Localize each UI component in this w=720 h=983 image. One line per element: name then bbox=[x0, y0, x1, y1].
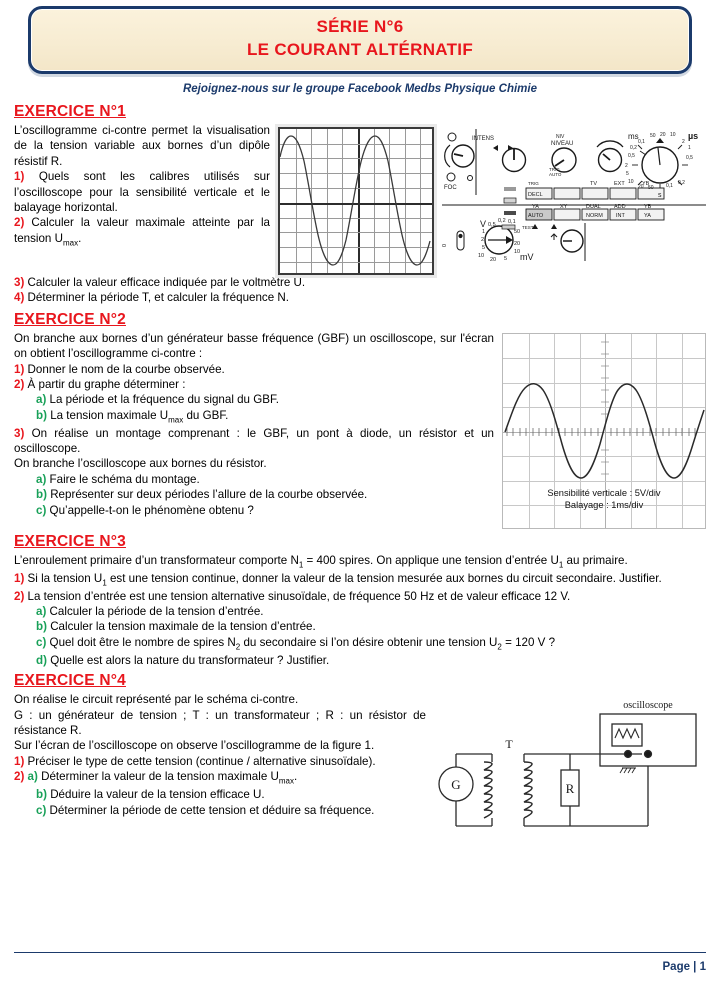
svg-text:mV: mV bbox=[520, 251, 534, 262]
intro-sub-1: 1 bbox=[298, 560, 304, 569]
q4-number: 4) bbox=[14, 291, 25, 305]
svg-text:1: 1 bbox=[688, 144, 691, 151]
q1-text: Donner le nom de la courbe observée. bbox=[27, 362, 225, 376]
q2b-letter: b) bbox=[36, 620, 47, 634]
caption-sensitivity: Sensibilité verticale : 5V/div bbox=[547, 488, 661, 499]
q3a-letter: a) bbox=[36, 472, 47, 486]
q2-number: 2) bbox=[14, 216, 25, 230]
svg-text:0,2: 0,2 bbox=[630, 144, 637, 151]
exercise-2-q1 bbox=[14, 362, 494, 377]
exercise-3-text bbox=[14, 553, 706, 668]
exercise-3-intro bbox=[14, 553, 706, 571]
exercise-4-q2a bbox=[14, 769, 426, 787]
intro-part-b: = 400 spires. On applique une tension d’entrée U bbox=[303, 553, 559, 567]
oscillogram-2-caption bbox=[503, 487, 705, 512]
svg-text:20: 20 bbox=[660, 131, 666, 138]
q2a-text: La période et la fréquence du signal du GBF. bbox=[49, 393, 279, 407]
q3a-text: Faire le schéma du montage. bbox=[49, 472, 200, 486]
exercise-2-q3-line2: On branche l’oscilloscope aux bornes du résistor. bbox=[14, 457, 267, 471]
q1-subscript: 1 bbox=[102, 577, 107, 587]
oscillogram-exercise-1 bbox=[278, 127, 434, 275]
exercise-4-heading: EXERCICE N°4 bbox=[14, 672, 126, 690]
svg-text:50: 50 bbox=[514, 228, 521, 235]
q4-text: Déterminer la période T, et calculer la fréquence N. bbox=[27, 291, 289, 305]
exercise-1-q2 bbox=[14, 215, 270, 248]
q2c-letter: c) bbox=[36, 635, 47, 649]
exercise-1-row bbox=[14, 123, 706, 275]
svg-text:NORM: NORM bbox=[586, 212, 603, 219]
exercise-3-q2 bbox=[14, 589, 706, 604]
exercise-3-q2c bbox=[14, 635, 706, 653]
svg-text:DECL: DECL bbox=[528, 191, 543, 198]
exercise-2-section bbox=[14, 309, 706, 529]
q2d-text: Quelle est alors la nature du transformateur ? Justifier. bbox=[50, 653, 330, 667]
exercise-1-heading: EXERCICE N°1 bbox=[14, 102, 126, 120]
exercise-2-text bbox=[14, 331, 494, 518]
svg-text:NIV: NIV bbox=[556, 133, 565, 140]
exercise-4-q2c bbox=[14, 803, 426, 818]
exercise-3-heading: EXERCICE N°3 bbox=[14, 532, 126, 550]
q2-number: 2) bbox=[14, 770, 25, 784]
transformer-label: T bbox=[505, 737, 513, 752]
q2b-pre: La tension maximale U bbox=[50, 408, 169, 422]
exercise-4-figure bbox=[434, 692, 706, 845]
q2b-letter: b) bbox=[36, 788, 47, 802]
q2a-text: Calculer la période de la tension d’entrée. bbox=[49, 604, 264, 618]
q3-number: 3) bbox=[14, 426, 25, 440]
exercise-1-figures bbox=[278, 123, 706, 275]
q1-number: 1) bbox=[14, 754, 25, 768]
exercise-2-heading: EXERCICE N°2 bbox=[14, 310, 126, 328]
q2c-part-a: Quel doit être le nombre de spires N bbox=[49, 635, 236, 649]
q2a-subscript: max bbox=[278, 776, 294, 786]
svg-text:0,2: 0,2 bbox=[678, 179, 685, 186]
q1-number: 1) bbox=[14, 170, 25, 184]
q3c-text: Qu’appelle-t-on le phénomène obtenu ? bbox=[49, 503, 254, 517]
q2b-letter: b) bbox=[36, 408, 47, 422]
svg-text:50: 50 bbox=[648, 184, 654, 191]
q2c-part-c: = 120 V ? bbox=[501, 635, 556, 649]
svg-text:INTENS: INTENS bbox=[472, 135, 495, 142]
svg-text:INT: INT bbox=[616, 212, 625, 219]
svg-text:2: 2 bbox=[682, 138, 685, 145]
svg-text:AUTO: AUTO bbox=[549, 171, 562, 177]
oscillogram-1-waveform bbox=[280, 129, 432, 273]
q1-number: 1) bbox=[14, 571, 25, 585]
exercise-1-q1 bbox=[14, 169, 270, 215]
series-title-line2: LE COURANT ALTÉRNATIF bbox=[246, 39, 473, 59]
svg-text:20: 20 bbox=[638, 183, 644, 190]
exercise-3-q2d bbox=[14, 653, 706, 668]
q2a-pre: Déterminer la valeur de la tension maximale U bbox=[41, 770, 279, 784]
exercise-1-intro: L’oscillogramme ci-contre permet la visualisation de la tension variable aux bornes d’un dipôle résistif R. bbox=[14, 123, 270, 168]
exercise-4-line3: Sur l’écran de l’oscilloscope on observe l’oscillogramme de la figure 1. bbox=[14, 739, 375, 753]
exercise-1-q4 bbox=[14, 290, 706, 305]
exercise-2-q3c bbox=[14, 503, 494, 518]
exercise-2-q3a bbox=[14, 472, 494, 487]
svg-text:YA: YA bbox=[644, 212, 651, 219]
svg-text:0,5: 0,5 bbox=[628, 152, 635, 159]
exercise-4-row bbox=[14, 692, 706, 845]
q1-text: Quels sont les calibres utilisés sur l’oscilloscope pour la sensibilité verticale et le balayage horizontal. bbox=[14, 170, 270, 214]
exercise-4-text bbox=[14, 692, 426, 818]
svg-text:5: 5 bbox=[482, 244, 486, 251]
q1-part-a: Si la tension U bbox=[27, 571, 103, 585]
q2c-sub-2: 2 bbox=[497, 642, 502, 652]
q2b-subscript: max bbox=[168, 415, 184, 425]
exercise-4-legend: G : un générateur de tension ; T : un transformateur ; R : un résistor de résistance R. bbox=[14, 708, 426, 737]
exercise-1-q3 bbox=[14, 275, 706, 290]
q2b-text: Déduire la valeur de la tension efficace U. bbox=[50, 788, 265, 802]
exercise-2-q2b bbox=[14, 408, 494, 426]
q2d-letter: d) bbox=[36, 653, 47, 667]
generator-label: G bbox=[451, 777, 461, 793]
svg-text:YA: YA bbox=[532, 203, 539, 210]
exercise-4-q2b bbox=[14, 787, 426, 802]
svg-text:AUTO: AUTO bbox=[528, 212, 544, 219]
series-title-line1: SÉRIE N°6 bbox=[316, 17, 404, 36]
q2c-letter: c) bbox=[36, 803, 47, 817]
exercise-3-q1 bbox=[14, 571, 706, 589]
svg-text:FOC: FOC bbox=[444, 184, 457, 191]
svg-text:TRIG: TRIG bbox=[528, 180, 539, 186]
exercise-1-text bbox=[14, 123, 270, 249]
q2-text: Calculer la valeur maximale atteinte par la tension U bbox=[14, 216, 270, 245]
q2c-part-b: du secondaire si l’on désire obtenir une tension U bbox=[240, 635, 498, 649]
svg-text:NIVEAU: NIVEAU bbox=[551, 140, 574, 147]
svg-text:ms: ms bbox=[628, 131, 639, 141]
exercise-2-q3 bbox=[14, 426, 494, 457]
intro-part-c: au primaire. bbox=[563, 553, 628, 567]
svg-text:50: 50 bbox=[650, 132, 656, 139]
intro-sub-2: 1 bbox=[558, 560, 564, 569]
exercise-2-figure bbox=[502, 331, 706, 529]
svg-text:µs: µs bbox=[688, 130, 699, 141]
svg-text:ADD: ADD bbox=[614, 203, 626, 210]
q2a-post: . bbox=[294, 770, 298, 784]
q2-text-end: . bbox=[78, 231, 82, 245]
q2c-sub-1: 2 bbox=[235, 642, 241, 652]
exercise-4-section bbox=[14, 670, 706, 845]
oscillogram-exercise-2 bbox=[502, 333, 706, 529]
svg-text:1: 1 bbox=[482, 228, 486, 235]
svg-text:TRIG: TRIG bbox=[549, 166, 560, 172]
q2-number: 2) bbox=[14, 589, 25, 603]
q2a-letter: a) bbox=[36, 604, 47, 618]
footer-divider bbox=[14, 952, 706, 953]
svg-text:EXT: EXT bbox=[614, 180, 625, 187]
exercise-3-q2b bbox=[14, 619, 706, 634]
q3b-text: Représenter sur deux périodes l’allure de la courbe observée. bbox=[50, 488, 368, 502]
svg-text:2: 2 bbox=[481, 236, 485, 243]
page-number: Page | 1 bbox=[662, 961, 706, 973]
svg-text:XY: XY bbox=[560, 203, 568, 210]
q2b-post: du GBF. bbox=[183, 408, 229, 422]
svg-text:10: 10 bbox=[514, 248, 521, 255]
svg-text:5: 5 bbox=[626, 170, 629, 177]
q1-text: Préciser le type de cette tension (continue / alternative sinusoïdale). bbox=[27, 754, 376, 768]
q2b-text: Calculer la tension maximale de la tension d’entrée. bbox=[50, 620, 316, 634]
svg-text:10: 10 bbox=[670, 131, 676, 138]
svg-text:5: 5 bbox=[504, 255, 508, 262]
q2-text: La tension d’entrée est une tension alternative sinusoïdale, de fréquence 50 Hz et de valeur efficace 12 V. bbox=[27, 589, 571, 603]
svg-text:2: 2 bbox=[625, 162, 628, 169]
svg-text:0: 0 bbox=[442, 243, 448, 247]
oscilloscope-front-panel bbox=[442, 127, 706, 273]
svg-text:DUAL: DUAL bbox=[586, 203, 601, 210]
svg-text:0,1: 0,1 bbox=[638, 138, 645, 145]
svg-text:0,5: 0,5 bbox=[686, 154, 693, 161]
q2-text: À partir du graphe déterminer : bbox=[27, 377, 186, 391]
exercise-2-row bbox=[14, 331, 706, 529]
svg-text:YB: YB bbox=[642, 180, 650, 187]
svg-text:0,5: 0,5 bbox=[488, 221, 496, 228]
svg-text:YB: YB bbox=[644, 203, 652, 210]
q1-number: 1) bbox=[14, 362, 25, 376]
series-header-box bbox=[28, 6, 692, 74]
q1-part-b: est une tension continue, donner la valeur de la tension mesurée aux bornes du circuit secondaire. Justifier. bbox=[106, 571, 662, 585]
exercise-2-q2a bbox=[14, 392, 494, 407]
q3b-letter: b) bbox=[36, 488, 47, 502]
q2c-text: Déterminer la période de cette tension et déduire sa fréquence. bbox=[49, 803, 375, 817]
exercise-2-q3b bbox=[14, 487, 494, 502]
exercise-3-section bbox=[14, 531, 706, 668]
q2-subscript: max bbox=[62, 238, 79, 248]
svg-text:TV: TV bbox=[590, 180, 598, 187]
q2-number: 2) bbox=[14, 377, 25, 391]
exercise-2-q2 bbox=[14, 377, 494, 392]
svg-text:s: s bbox=[658, 191, 662, 199]
exercise-2-intro: On branche aux bornes d’un générateur basse fréquence (GBF) un oscilloscope, sur l'écran on obtient l’oscillogramme ci-contre : bbox=[14, 331, 494, 361]
q3-text: Calculer la valeur efficace indiquée par le voltmètre U. bbox=[27, 275, 306, 289]
svg-text:10: 10 bbox=[628, 178, 634, 185]
exercise-3-q2a bbox=[14, 604, 706, 619]
svg-text:20: 20 bbox=[514, 240, 521, 247]
resistor-label: R bbox=[565, 781, 575, 797]
q3c-letter: c) bbox=[36, 503, 47, 517]
svg-text:10: 10 bbox=[478, 252, 485, 259]
svg-text:20: 20 bbox=[490, 256, 497, 263]
q3-text: On réalise un montage comprenant : le GBF, un pont à diode, un résistor et un oscilloscope. bbox=[14, 426, 494, 456]
exercise-4-q1 bbox=[14, 754, 426, 769]
q2a-letter: a) bbox=[27, 770, 38, 784]
facebook-group-subtitle: Rejoignez-nous sur le groupe Facebook Medbs Physique Chimie bbox=[182, 82, 537, 95]
oscilloscope-label: oscilloscope bbox=[623, 700, 673, 712]
caption-sweep: Balayage : 1ms/div bbox=[564, 500, 644, 511]
q3-number: 3) bbox=[14, 275, 25, 289]
svg-text:0,1: 0,1 bbox=[508, 218, 516, 225]
q2a-letter: a) bbox=[36, 393, 47, 407]
svg-text:0,1: 0,1 bbox=[666, 182, 673, 189]
intro-part-a: L’enroulement primaire d’un transformateur comporte N bbox=[14, 553, 299, 567]
document-page bbox=[0, 6, 720, 983]
circuit-diagram bbox=[434, 692, 706, 840]
svg-text:0,2: 0,2 bbox=[498, 217, 506, 224]
svg-text:V: V bbox=[480, 218, 487, 229]
svg-text:TEST: TEST bbox=[522, 224, 534, 230]
exercise-1-section bbox=[14, 101, 706, 306]
exercise-4-intro: On réalise le circuit représenté par le schéma ci-contre. bbox=[14, 693, 299, 707]
